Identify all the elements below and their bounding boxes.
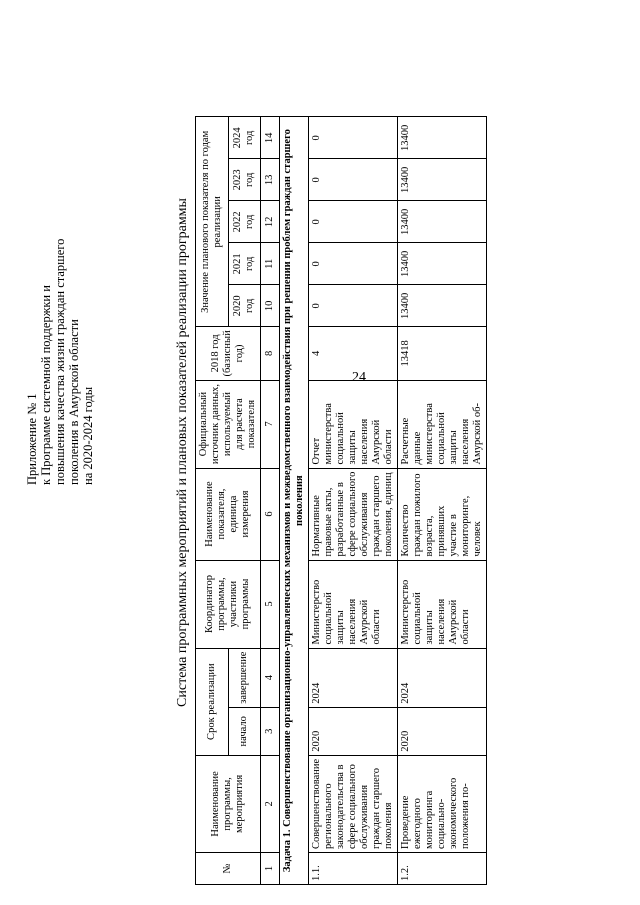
col-number: 12 — [261, 201, 280, 243]
header-coordinator: Координатор программы, участники программы — [196, 560, 261, 648]
row-coordinator: Министерство социальной защиты населения Амурской области — [398, 560, 487, 648]
row-2021: 0 — [309, 243, 398, 285]
row-indicator: Количество граждан пожилого возраста, принявших участие в мониторинге, человек — [398, 468, 487, 560]
header-period: Срок реализации — [196, 648, 229, 755]
appendix-line: к Программе системной поддержки и — [39, 285, 53, 485]
header-indicator: Наименование показателя, единица измерения — [196, 468, 261, 560]
col-number: 14 — [261, 117, 280, 159]
row-2021: 13400 — [398, 243, 487, 285]
task-heading: Задача 1. Совершенствование организационно-управленческих механизмов и межведомственного взаимодействия при решении проблем граждан старшего поколения — [280, 117, 309, 885]
row-2020: 0 — [309, 285, 398, 327]
table-row — [309, 117, 398, 885]
col-number: 3 — [261, 707, 280, 755]
col-number: 6 — [261, 468, 280, 560]
col-number: 8 — [261, 327, 280, 380]
header-base: 2018 год (базисный год) — [196, 327, 261, 380]
header-2024: 2024 год — [228, 117, 261, 159]
row-source: Расчетные данные министерства социальной защиты населения Амурской об- — [398, 380, 487, 468]
row-indicator: Нормативные правовые акты, разработанные в сфере социального обслуживания граждан старшего поколения, единиц — [309, 468, 398, 560]
row-end: 2024 — [309, 648, 398, 707]
header-2020: 2020 год — [228, 285, 261, 327]
header-start: начало — [228, 707, 261, 755]
program-table — [195, 116, 487, 885]
row-base: 13418 — [398, 327, 487, 380]
row-2022: 0 — [309, 201, 398, 243]
col-number: 13 — [261, 159, 280, 201]
header-2021: 2021 год — [228, 243, 261, 285]
header-name: Наименование программы, мероприятия — [196, 755, 261, 852]
column-numbers-row — [261, 117, 280, 885]
row-2020: 13400 — [398, 285, 487, 327]
row-name: Проведение ежегодного мониторинга социально-экономического положения по- — [398, 755, 487, 852]
row-2024: 13400 — [398, 117, 487, 159]
col-number: 1 — [261, 853, 280, 885]
col-number: 11 — [261, 243, 280, 285]
header-end: завершение — [228, 648, 261, 707]
row-end: 2024 — [398, 648, 487, 707]
header-row — [196, 117, 229, 885]
row-no: 1.1. — [309, 853, 398, 885]
header-no: № — [196, 853, 261, 885]
header-2022: 2022 год — [228, 201, 261, 243]
table-row — [398, 117, 487, 885]
row-no: 1.2. — [398, 853, 487, 885]
row-2023: 13400 — [398, 159, 487, 201]
col-number: 4 — [261, 648, 280, 707]
appendix-header — [25, 65, 95, 485]
row-start: 2020 — [398, 707, 487, 755]
appendix-line: на 2020-2024 годы — [81, 386, 95, 485]
page-number: 24 — [352, 370, 366, 385]
col-number: 7 — [261, 380, 280, 468]
col-number: 10 — [261, 285, 280, 327]
col-number: 2 — [261, 755, 280, 852]
row-start: 2020 — [309, 707, 398, 755]
row-2023: 0 — [309, 159, 398, 201]
header-plan: Значение планового показателя по годам реализации — [196, 117, 229, 327]
row-2022: 13400 — [398, 201, 487, 243]
row-base: 4 — [309, 327, 398, 380]
row-name: Совершенствование регионального законодательства в сфере социального обслуживания граждан старшего поколения — [309, 755, 398, 852]
table-title: Система программных мероприятий и плановых показателей реализации программы — [175, 198, 190, 707]
row-2024: 0 — [309, 117, 398, 159]
row-coordinator: Министерство социальной защиты населения Амурской области — [309, 560, 398, 648]
header-2023: 2023 год — [228, 159, 261, 201]
header-source: Официальный источник данных, используемый для расчета показателя — [196, 380, 261, 468]
appendix-line: повышения качества жизни граждан старшего — [53, 238, 67, 485]
appendix-line: Приложение № 1 — [25, 393, 39, 485]
row-source: Отчет министерства социальной защиты населения Амурской области — [309, 380, 398, 468]
col-number: 5 — [261, 560, 280, 648]
appendix-line: поколения в Амурской области — [67, 319, 81, 485]
task-row — [280, 117, 309, 885]
